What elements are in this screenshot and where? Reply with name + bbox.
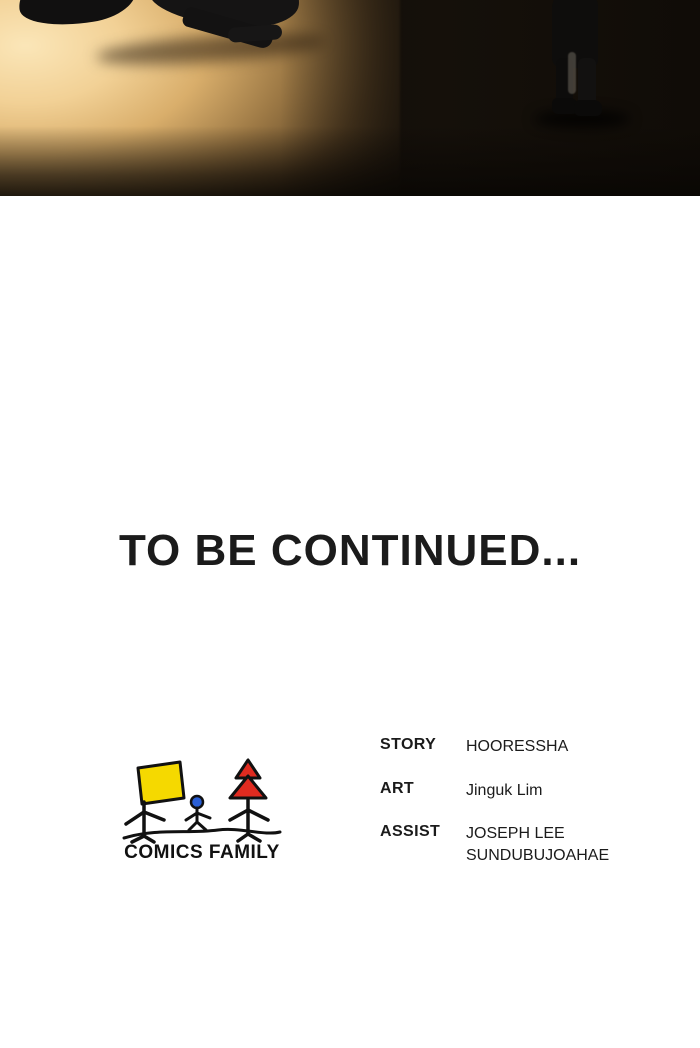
credit-name: JOSEPH LEE [466,825,565,843]
studio-logo-text: COMICS FAMILY [124,842,280,863]
credit-row [380,736,680,758]
credit-names [466,736,568,758]
standing-figure-highlight [568,52,576,94]
comics-family-logo-icon [118,758,286,844]
standing-figure-boot-right [574,100,602,116]
panel-floor-gradient [0,126,700,196]
page-body [0,196,700,1048]
credit-name: HOORESSHA [466,738,569,755]
standing-figure-leg-right [578,58,596,106]
studio-logo [118,758,286,878]
credit-name: SUNDUBUJOAHAE [466,846,610,864]
credit-names [466,780,542,802]
credit-role-label: ART [380,779,415,797]
credit-row [380,823,680,866]
to-be-continued-text: TO BE CONTINUED... [118,526,582,575]
credit-name: Jinguk Lim [466,781,543,799]
credits-list [380,736,680,888]
credit-names [466,823,609,866]
credit-role-label: STORY [380,736,437,753]
credit-role-label: ASSIST [380,823,441,841]
comic-panel [0,0,700,196]
credit-row [380,780,680,802]
